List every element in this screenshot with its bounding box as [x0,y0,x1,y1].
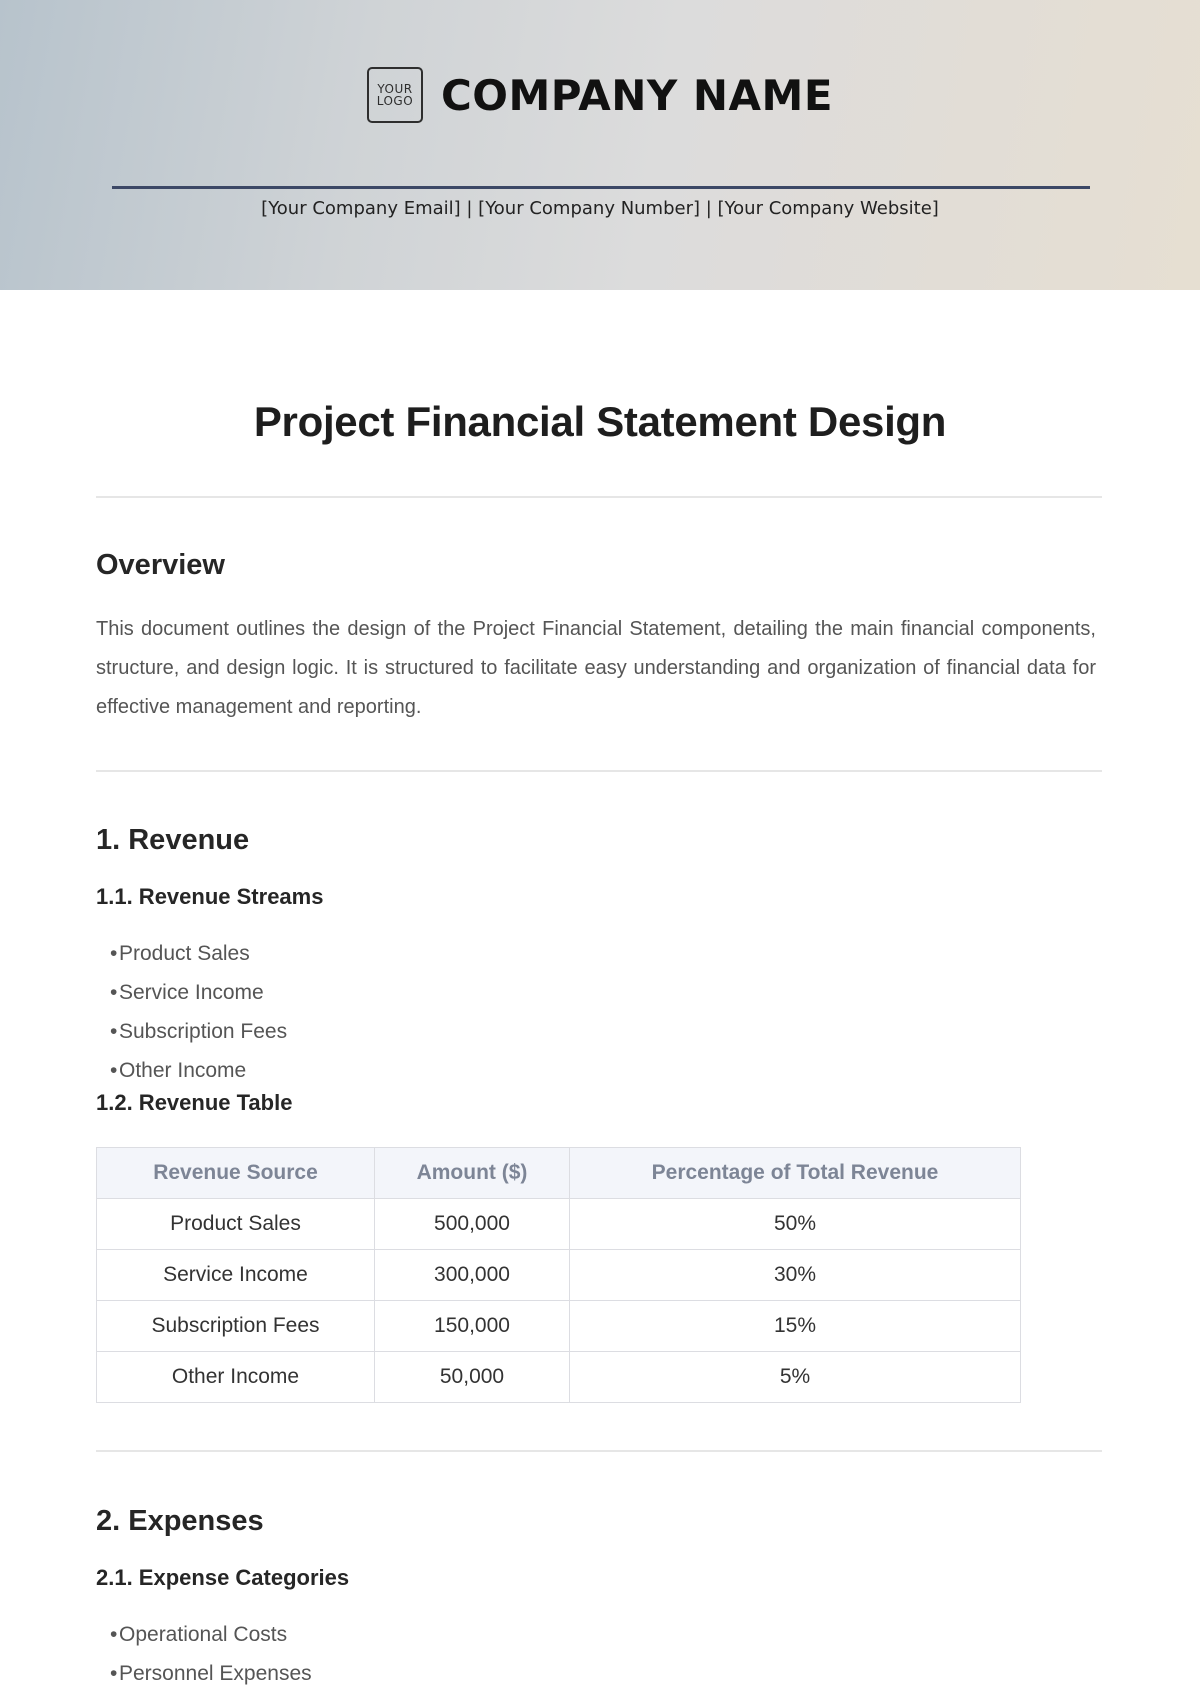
table-cell: 300,000 [375,1250,570,1301]
bullet-icon: • [110,1020,118,1043]
table-cell: 30% [570,1250,1021,1301]
list-item-label: Personnel Expenses [119,1662,312,1685]
list-item [110,973,287,1012]
revenue-table [96,1147,1021,1403]
table-cell: 500,000 [375,1199,570,1250]
expenses-heading: 2. Expenses [96,1505,264,1537]
column-header: Percentage of Total Revenue [570,1148,1021,1199]
table-row [97,1250,1021,1301]
section-divider [96,496,1102,498]
logo-placeholder [367,67,423,123]
document-title: Project Financial Statement Design [253,398,947,445]
overview-text: This document outlines the design of the Project Financial Statement, detailing the main financial components, structure, and design logic. It is structured to facilitate easy understanding and organization of financial data for effective management and reporting. [96,618,1096,718]
list-item [110,934,287,973]
table-cell: 50% [570,1199,1021,1250]
list-item [110,1615,312,1654]
logo-text-line2: LOGO [376,94,414,108]
section-divider [96,1450,1102,1452]
contact-line: [Your Company Email] | [Your Company Number] | [Your Company Website] [261,198,939,219]
table-cell: 15% [570,1301,1021,1352]
revenue-table-heading: 1.2. Revenue Table [96,1090,293,1115]
bullet-icon: • [110,1623,118,1646]
list-item [110,1012,287,1051]
list-item [110,1051,287,1090]
list-item-label: Operational Costs [119,1623,288,1646]
bullet-icon: • [110,981,118,1004]
revenue-heading: 1. Revenue [96,824,250,856]
revenue-streams-heading: 1.1. Revenue Streams [96,884,324,909]
table-cell: Service Income [97,1250,375,1301]
table-cell: 150,000 [375,1301,570,1352]
bullet-icon: • [110,1059,118,1082]
expense-categories-heading: 2.1. Expense Categories [96,1565,350,1590]
letterhead [0,0,1200,290]
list-item-label: Service Income [119,981,264,1004]
bullet-icon: • [110,1662,118,1685]
header-divider [112,186,1090,189]
table-row [97,1199,1021,1250]
section-divider [96,770,1102,772]
bullet-icon: • [110,942,118,965]
company-name: COMPANY NAME [440,70,834,120]
revenue-streams-list [110,934,287,1090]
table-cell: Subscription Fees [97,1301,375,1352]
expense-categories-list [110,1615,312,1693]
table-header-row [97,1148,1021,1199]
table-row [97,1301,1021,1352]
brand [0,67,1200,123]
list-item-label: Other Income [119,1059,247,1082]
list-item-label: Subscription Fees [119,1020,288,1043]
logo-text-line1: YOUR [377,82,413,96]
table-row [97,1352,1021,1403]
table-cell: 5% [570,1352,1021,1403]
column-header: Revenue Source [97,1148,375,1199]
list-item [110,1654,312,1693]
list-item-label: Product Sales [119,942,250,965]
table-cell: Other Income [97,1352,375,1403]
overview-heading: Overview [96,549,225,581]
table-cell: Product Sales [97,1199,375,1250]
column-header: Amount ($) [375,1148,570,1199]
table-cell: 50,000 [375,1352,570,1403]
